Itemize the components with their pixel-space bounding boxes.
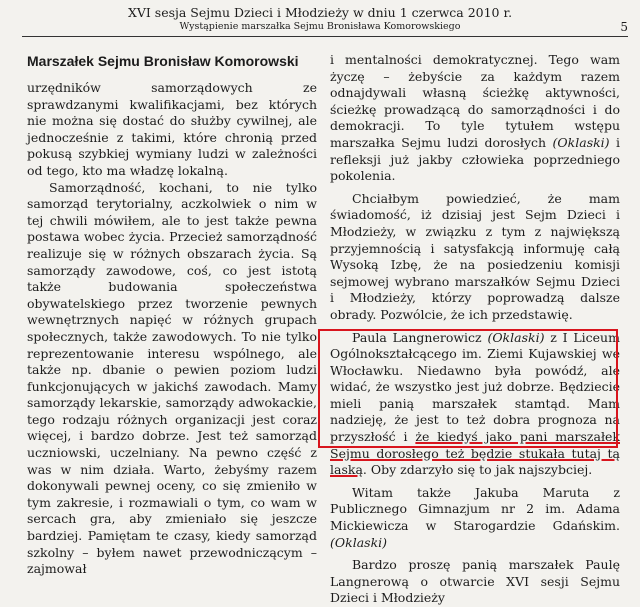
page-number: 5	[620, 20, 628, 34]
paragraph	[330, 52, 620, 185]
applause-note: (Oklaski)	[330, 534, 388, 550]
paragraph-text: Witam także Jakuba Maruta z Publicznego Gimnazjum nr 2 im. Adama Mickiewicza w Starogardzie Gdańskim.	[330, 484, 620, 534]
paragraph: Bardzo proszę panią marszałek Paulę Langnerową o otwarcie XVI sesji Sejmu Dzieci i Młodzieży	[330, 557, 620, 606]
paragraph-text: i refleksji już jakby człowieka poprzedniego pokolenia.	[330, 134, 620, 184]
header-rule	[22, 36, 628, 37]
applause-note: (Oklaski)	[552, 134, 610, 150]
applause-note: (Oklaski)	[487, 329, 545, 345]
highlight-box	[318, 329, 618, 448]
paragraph-text: Paula Langnerowicz	[352, 329, 482, 345]
paragraph-text: i mentalności demokratycznej. Tego wam życzę – żebyście za każdym razem odnajdywali własną ścieżkę aktywności, ścieżkę prowadzącą do samorządności i do demokracji. To tyle tytułem wstępu marszałka Sejmu ludzi dorosłych	[330, 52, 620, 150]
page-header-subtitle: Wystąpienie marszałka Sejmu Bronisława Komorowskiego	[179, 21, 461, 32]
paragraph-text: z I Liceum Ogólnokształcącego im. Ziemi Kujawskiej we Włocławku. Niedawno była powódź, ale widać, że wszystko jest już dobrze. Będziecie mieli panią marszałek stamtąd. Mam nadzieję, że jest to też dobra prognoza na przyszłość i	[330, 329, 620, 445]
highlighted-quote: że kiedyś jako pani marszałek Sejmu dorosłego też będzie stukała tutaj tą laską	[330, 429, 620, 478]
paragraph-text: . Oby zdarzyło się to jak najszybciej.	[362, 462, 593, 478]
paragraph	[330, 485, 620, 551]
left-column	[27, 52, 317, 578]
paragraph: urzędników samorządowych ze sprawdzanymi kwalifikacjami, bez których nie można się dostać do służby cywilnej, ale jednocześnie z takimi, które chronią przed pokusą szybkiej wymiany ludzi w zależności od tego, kto ma władzę lokalną.	[27, 80, 317, 178]
speaker-heading: Marszałek Sejmu Bronisław Komorowski	[27, 53, 299, 69]
paragraph: Chciałbym powiedzieć, że mam świadomość, iż dzisiaj jest Sejm Dzieci i Młodzieży, w związku z tym z największą przyjemnością i satysfakcją informuję całą Wysoką Izbę, że na posiedzeniu komisji sejmowej wybrano marszałków Sejmu Dzieci i Młodzieży, którzy poprowadzą dalsze obrady. Pozwólcie, że ich przedstawię.	[330, 190, 620, 322]
paragraph: Samorządność, kochani, to nie tylko samorząd terytorialny, aczkolwiek o nim w tej chwili mówiłem, ale to jest także pewna postawa wobec życia. Przecież samorządność realizuje się w różnych obszarach życia. Są samorządy zawodowe, coś, co jest istotą także budowania społeczeństwa obywatelskiego przez tworzenie pewnych wewnętrznych napięć w różnych grupach społecznych, także zawodowych. To nie tylko reprezentowanie interesu wspólnego, ale także np. dbanie o pewien poziom ludzi funkcjonujących w jakichś zawodach. Mamy samorządy lekarskie, samorządy adwokackie, tego rodzaju różnych organizacji jest coraz więcej, i bardzo dobrze. Jest też samorząd uczniowski, uczelniany. Na pewno część z was w nim działa. Warto, żebyśmy razem dokonywali pewnej oceny, co się zmieniło w tym zakresie, i rozmawiali o tym, co wam w sercach gra, aby zmieniało się jeszcze bardziej. Pamiętam te czasy, kiedy samorząd szkolny – byłem nawet przewodniczącym – zajmował	[27, 179, 317, 577]
page-header-title: XVI sesja Sejmu Dzieci i Młodzieży w dniu 1 czerwca 2010 r.	[127, 5, 513, 20]
